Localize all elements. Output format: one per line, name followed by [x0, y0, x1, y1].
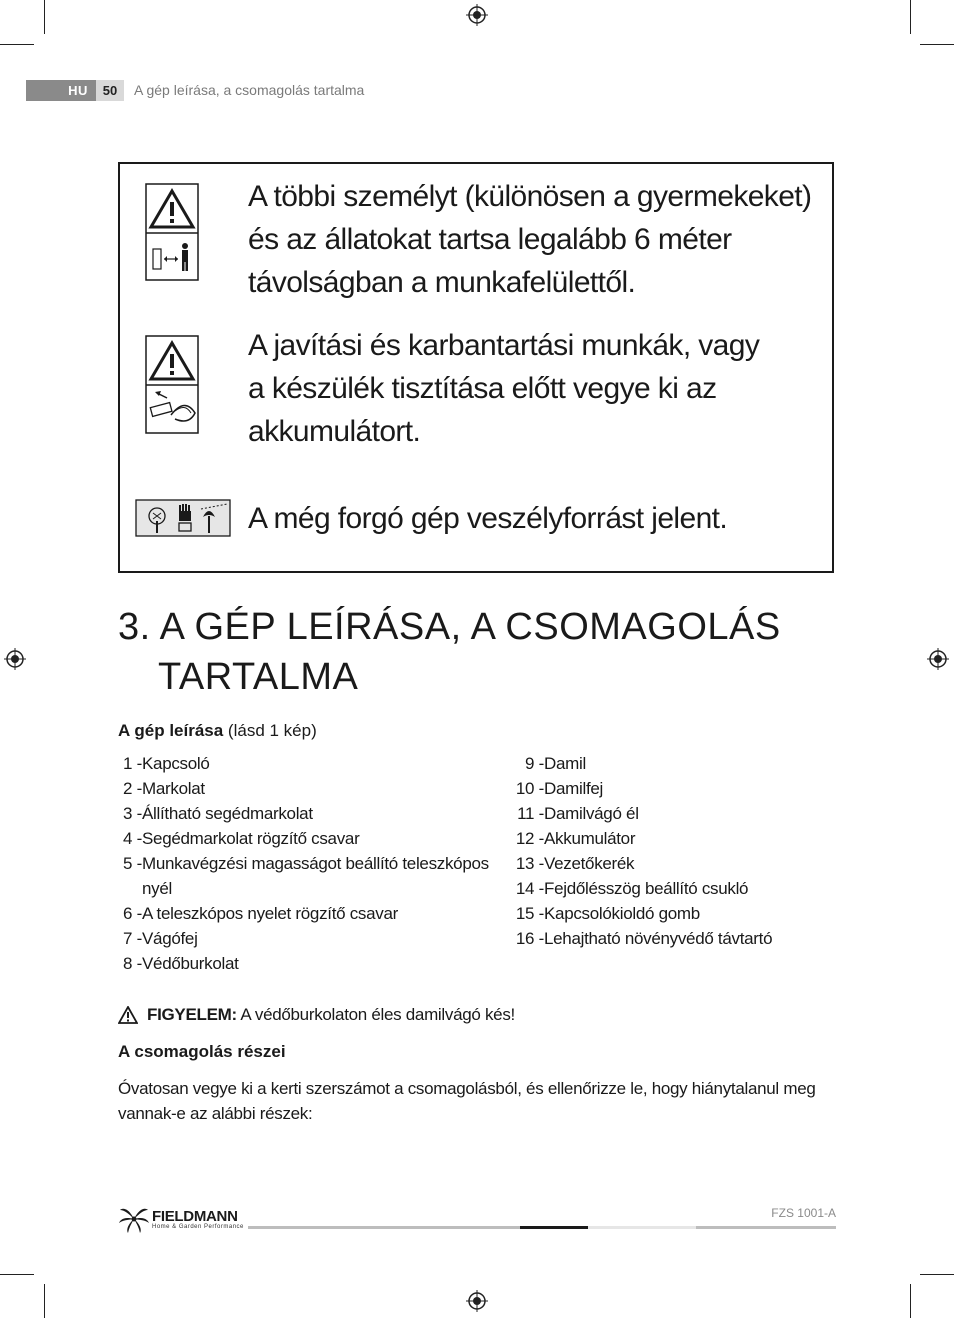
- list-item: [511, 801, 841, 826]
- crop-mark: [0, 1274, 34, 1275]
- crop-mark: [910, 1284, 911, 1318]
- item-number: [118, 876, 142, 901]
- fieldmann-logo-icon: [118, 1204, 150, 1234]
- page-number: 50: [96, 80, 124, 101]
- crop-mark: [44, 1284, 45, 1318]
- model-number: FZS 1001-A: [771, 1206, 836, 1220]
- list-item: [511, 826, 841, 851]
- footer-rule: [588, 1226, 696, 1229]
- crop-mark: [44, 0, 45, 34]
- keep-distance-icon: [145, 183, 199, 281]
- item-text: Védőburkolat: [142, 954, 239, 973]
- item-text: nyél: [142, 879, 172, 898]
- item-number: 13 -: [515, 854, 544, 873]
- crop-mark: [0, 44, 34, 45]
- list-item: [511, 926, 841, 951]
- list-item: [118, 776, 508, 801]
- warning-line: A többi személyt (különösen a gyermekeket): [248, 180, 812, 213]
- item-number: 4 -: [123, 829, 142, 848]
- list-item: [511, 876, 841, 901]
- remove-battery-icon: [145, 335, 199, 434]
- registration-mark-icon: [466, 4, 488, 26]
- parts-list-right: [511, 751, 841, 951]
- list-item: [118, 926, 508, 951]
- item-number: 12 -: [515, 829, 544, 848]
- item-number: 8 -: [123, 954, 142, 973]
- section-title-line2: TARTALMA: [158, 656, 359, 698]
- list-item: [118, 901, 508, 926]
- section-title: [118, 602, 781, 702]
- description-heading: [118, 721, 317, 741]
- warning-line: és az állatokat tartsa legalább 6 méter: [248, 223, 732, 256]
- item-text: Damilvágó él: [544, 804, 639, 823]
- warning-line: akkumulátort.: [248, 415, 421, 448]
- item-text: A teleszkópos nyelet rögzítő csavar: [142, 904, 398, 923]
- item-text: Akkumulátor: [544, 829, 636, 848]
- warning-text-rotating-machine: [248, 497, 818, 540]
- item-text: Vezetőkerék: [544, 854, 635, 873]
- brand-name: FIELDMANN: [152, 1208, 238, 1225]
- item-number: 16 -: [515, 929, 544, 948]
- item-text: Damil: [544, 754, 586, 773]
- item-number: 2 -: [123, 779, 142, 798]
- item-number: 11 -: [517, 804, 544, 823]
- list-item: [118, 876, 508, 901]
- list-item: [511, 851, 841, 876]
- item-number: 7 -: [123, 929, 142, 948]
- item-number: 9 -: [525, 754, 544, 773]
- warning-line: távolságban a munkafelülettől.: [248, 266, 636, 299]
- parts-list-left: [118, 751, 508, 976]
- warning-line: A még forgó gép veszélyforrást jelent.: [248, 502, 728, 535]
- list-item: [511, 776, 841, 801]
- description-heading-bold: A gép leírása: [118, 721, 224, 740]
- list-item: [511, 901, 841, 926]
- item-text: Fejdőlésszög beállító csukló: [544, 879, 749, 898]
- language-label: HU: [68, 83, 88, 98]
- item-text: Segédmarkolat rögzítő csavar: [142, 829, 360, 848]
- description-heading-note: (lásd 1 kép): [223, 721, 317, 740]
- package-heading: A csomagolás részei: [118, 1042, 286, 1061]
- crop-mark: [920, 1274, 954, 1275]
- item-text: Kapcsoló: [142, 754, 210, 773]
- attention-text: A védőburkolaton éles damilvágó kés!: [236, 1005, 515, 1024]
- warning-text-keep-distance: [248, 175, 818, 304]
- warning-line: A javítási és karbantartási munkák, vagy: [248, 329, 760, 362]
- list-item: [118, 851, 508, 876]
- list-item: [118, 801, 508, 826]
- crop-mark: [920, 44, 954, 45]
- list-item: [118, 951, 508, 976]
- registration-mark-icon: [927, 648, 949, 670]
- item-number: 1 -: [123, 754, 142, 773]
- item-number: 15 -: [515, 904, 544, 923]
- registration-mark-icon: [4, 648, 26, 670]
- item-text: Állítható segédmarkolat: [142, 804, 313, 823]
- footer-rule: [520, 1226, 588, 1229]
- item-number: 10 -: [515, 779, 544, 798]
- footer-rule: [696, 1226, 836, 1229]
- registration-mark-icon: [466, 1290, 488, 1312]
- item-number: 6 -: [123, 904, 142, 923]
- item-text: Lehajtható növényvédő távtartó: [544, 929, 773, 948]
- section-title-line1: 3. A GÉP LEÍRÁSA, A CSOMAGOLÁS: [118, 606, 781, 648]
- running-title: A gép leírása, a csomagolás tartalma: [134, 82, 365, 98]
- crop-mark: [910, 0, 911, 34]
- warning-line: a készülék tisztítása előtt vegye ki az: [248, 372, 717, 405]
- item-number: 3 -: [123, 804, 142, 823]
- list-item: [511, 751, 841, 776]
- list-item: [118, 751, 508, 776]
- rotating-machine-icon: [135, 499, 231, 537]
- attention-note: [147, 1005, 515, 1025]
- item-number: 5 -: [123, 854, 142, 873]
- footer-rule: [248, 1226, 520, 1229]
- attention-label: FIGYELEM:: [147, 1005, 237, 1024]
- package-text: Óvatosan vegye ki a kerti szerszámot a csomagolásból, és ellenőrizze le, hogy hiánytalanul meg vannak-e az alábbi részek:: [118, 1079, 816, 1123]
- warning-text-remove-battery: [248, 324, 818, 453]
- item-text: Markolat: [142, 779, 205, 798]
- item-text: Kapcsolókioldó gomb: [544, 904, 700, 923]
- item-text: Damilfej: [544, 779, 604, 798]
- item-text: Munkavégzési magasságot beállító teleszkópos: [142, 854, 489, 873]
- brand-tagline: Home & Garden Performance: [152, 1224, 244, 1230]
- warning-triangle-icon: [118, 1006, 138, 1024]
- list-item: [118, 826, 508, 851]
- item-text: Vágófej: [142, 929, 198, 948]
- item-number: 14 -: [515, 879, 544, 898]
